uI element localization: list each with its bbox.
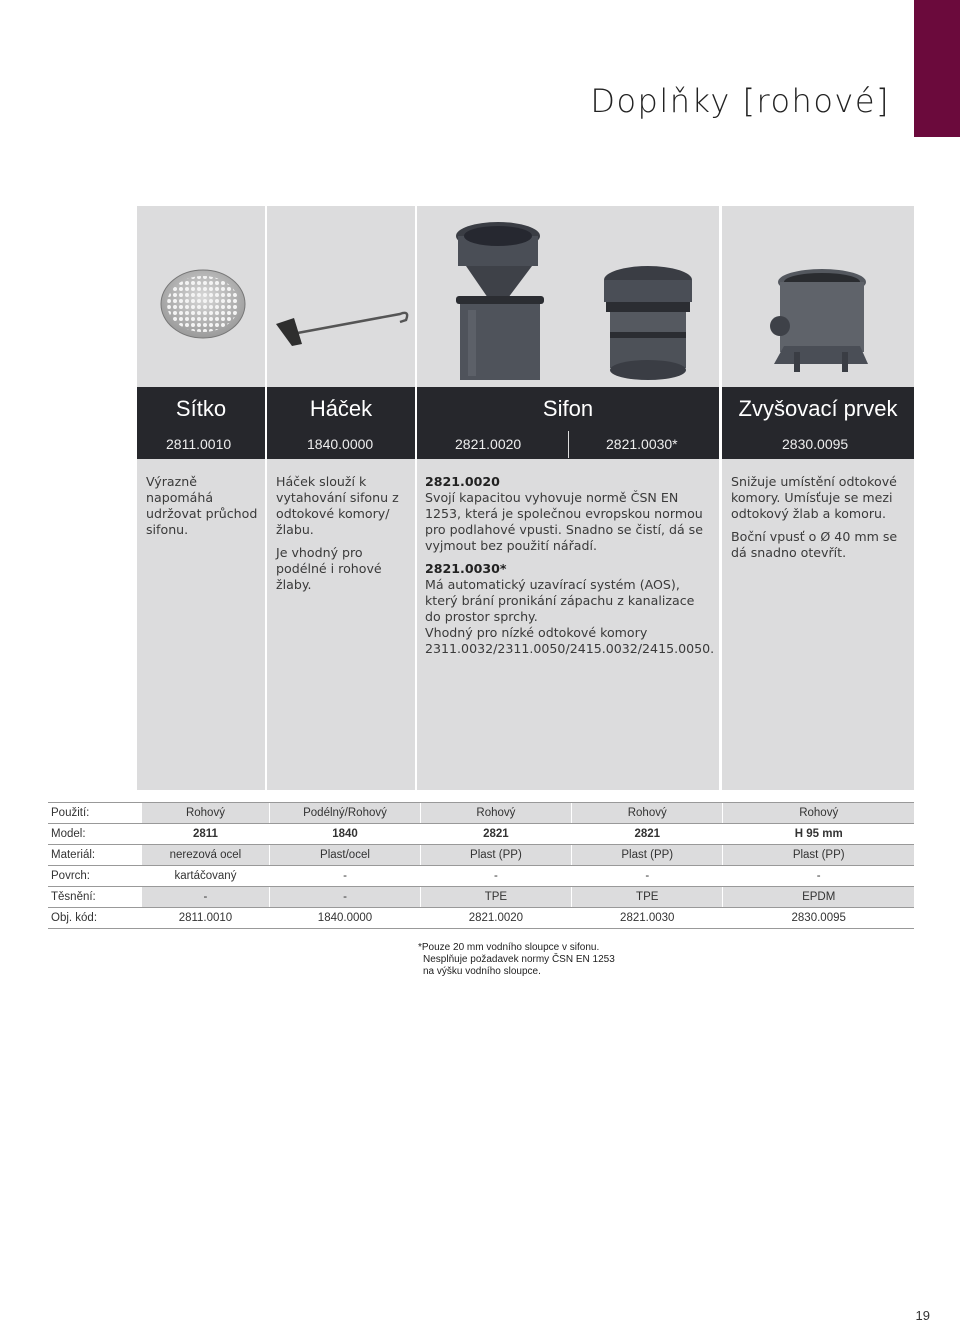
spec-cell: 2821	[420, 824, 571, 845]
spec-label: Povrch:	[48, 866, 141, 887]
spec-cell: -	[270, 887, 421, 908]
spec-cell: -	[141, 887, 270, 908]
spec-row-povrch	[48, 866, 914, 887]
spec-row-tesneni	[48, 887, 914, 908]
product-code-zvysovaci: 2830.0095	[782, 436, 849, 452]
desc-zvysovaci-text-2: Boční vpusť o Ø 40 mm se dá snadno otevřít.	[731, 529, 898, 560]
spec-row-model	[48, 824, 914, 845]
desc-sifon	[425, 474, 715, 657]
spec-cell: kartáčovaný	[141, 866, 270, 887]
spec-label: Model:	[48, 824, 141, 845]
sieve-image	[160, 268, 246, 340]
desc-zvysovaci-text-1: Snižuje umístění odtokové komory. Umísťuje se mezi odtokový žlab a komoru.	[731, 474, 897, 521]
spec-cell: 2811.0010	[141, 908, 270, 929]
product-code-sifon-1: 2821.0020	[455, 436, 522, 452]
hook-image	[272, 300, 412, 350]
spec-label: Materiál:	[48, 845, 141, 866]
spec-row-pouziti	[48, 803, 914, 824]
spec-cell: Podélný/Rohový	[270, 803, 421, 824]
page-number: 19	[915, 1308, 930, 1323]
spec-cell: Rohový	[141, 803, 270, 824]
desc-sifon-b-text: Má automatický uzavírací systém (AOS), který brání pronikání zápachu z kanalizace do prostor sprchy.	[425, 577, 695, 624]
product-name-hacek: Háček	[309, 396, 373, 421]
desc-zvysovaci	[731, 474, 907, 568]
page-title: Doplňky [rohové]	[590, 82, 890, 120]
spec-cell: nerezová ocel	[141, 845, 270, 866]
spec-cell: Plast (PP)	[420, 845, 571, 866]
spec-cell: 2821.0030	[572, 908, 723, 929]
spec-cell: 2811	[141, 824, 270, 845]
header-sitko	[137, 387, 265, 459]
spec-table	[48, 802, 914, 929]
spec-cell: H 95 mm	[723, 824, 914, 845]
desc-sifon-b-text-2: Vhodný pro nízké odtokové komory 2311.0032/2311.0050/2415.0032/2415.0050.	[425, 625, 715, 656]
product-code-sitko: 2811.0010	[166, 436, 232, 452]
siphon-2821-0020-image	[448, 214, 552, 384]
spec-cell: -	[270, 866, 421, 887]
header-zvysovaci	[722, 387, 914, 459]
spec-cell: Plast/ocel	[270, 845, 421, 866]
spec-cell: EPDM	[723, 887, 914, 908]
desc-sitko-text: Výrazně napomáhá udržovat průchod sifonu.	[146, 474, 258, 537]
spec-label: Obj. kód:	[48, 908, 141, 929]
header-hacek	[267, 387, 415, 459]
spec-cell: 1840.0000	[270, 908, 421, 929]
raising-element-image	[770, 266, 870, 376]
desc-sitko	[146, 474, 258, 545]
footnote-line-1: *Pouze 20 mm vodního sloupce v sifonu.	[418, 942, 600, 953]
spec-cell: TPE	[420, 887, 571, 908]
footnote	[418, 942, 615, 978]
spec-cell: 2821.0020	[420, 908, 571, 929]
desc-hacek-text-2: Je vhodný pro podélné i rohové žlaby.	[276, 545, 382, 592]
product-name-sifon: Sifon	[542, 396, 594, 421]
desc-sifon-a-text: Svojí kapacitou vyhovuje normě ČSN EN 1253, která je společnou evropskou normou pro podlahové vpusti. Snadno se čistí, dá se vyjmout bez použití nářadí.	[425, 490, 703, 553]
product-code-hacek: 1840.0000	[307, 436, 374, 452]
footnote-line-3: na výšku vodního sloupce.	[423, 966, 541, 977]
spec-cell: Rohový	[572, 803, 723, 824]
desc-sifon-b-code: 2821.0030*	[425, 561, 507, 576]
spec-cell: Rohový	[420, 803, 571, 824]
product-name-sitko: Sítko	[175, 396, 227, 421]
spec-cell: 1840	[270, 824, 421, 845]
desc-hacek-text-1: Háček slouží k vytahování sifonu z odtokové komory/ žlabu.	[276, 474, 399, 537]
footnote-line-2: Nesplňuje požadavek normy ČSN EN 1253	[423, 954, 615, 965]
spec-cell: -	[420, 866, 571, 887]
desc-sifon-a-code: 2821.0020	[425, 474, 500, 489]
desc-hacek	[276, 474, 410, 600]
spec-label: Těsnění:	[48, 887, 141, 908]
accent-bar	[914, 0, 960, 137]
spec-cell: Plast (PP)	[572, 845, 723, 866]
code-divider	[568, 431, 569, 458]
spec-label: Použití:	[48, 803, 141, 824]
spec-cell: 2830.0095	[723, 908, 914, 929]
product-name-zvysovaci: Zvyšovací prvek	[738, 396, 898, 421]
spec-cell: TPE	[572, 887, 723, 908]
spec-cell: -	[572, 866, 723, 887]
spec-row-material	[48, 845, 914, 866]
siphon-2821-0030-image	[596, 262, 700, 386]
spec-cell: 2821	[572, 824, 723, 845]
spec-row-obj-kod	[48, 908, 914, 929]
spec-cell: -	[723, 866, 914, 887]
spec-cell: Plast (PP)	[723, 845, 914, 866]
header-sifon	[417, 387, 719, 459]
product-code-sifon-2: 2821.0030*	[606, 436, 678, 452]
spec-cell: Rohový	[723, 803, 914, 824]
